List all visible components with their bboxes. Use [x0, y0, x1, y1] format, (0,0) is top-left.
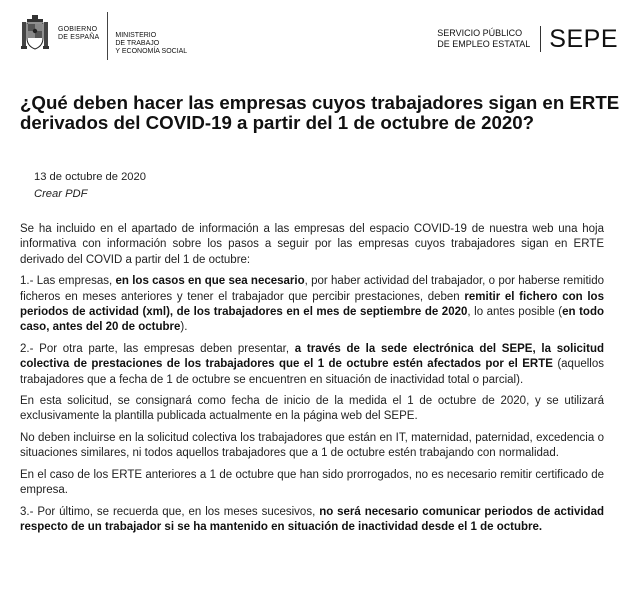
sepe-logo-block	[437, 26, 618, 52]
sepe-divider	[540, 26, 541, 52]
sepe-line-2: DE EMPLEO ESTATAL	[437, 39, 531, 49]
paragraph-exclusions: No deben incluirse en la solicitud colectiva los trabajadores que están en IT, maternidad, paternidad, excedencia o situaciones similares, ni todos aquellos trabajadores que a 1 de octubre estén trabajando con normalidad.	[20, 431, 604, 460]
page-header	[0, 0, 630, 70]
government-logo-block	[20, 14, 187, 60]
ministry-line-2: DE TRABAJO	[115, 40, 160, 47]
paragraph-point-1: 1.- Las empresas, en los casos en que sea necesario, por haber actividad del trabajador, o por haberse remitido ficheros en meses anteriores y tener el trabajador que percibir prestaciones, deben remitir el fichero con los periodos de actividad (xml), de los trabajadores en el mes de septiembre de 2020, lo antes posible (en todo caso, antes del 20 de octubre).	[20, 275, 605, 334]
sepe-logo: SEPE	[549, 25, 618, 53]
article-date: 13 de octubre de 2020	[34, 171, 146, 183]
coat-of-arms-icon	[20, 14, 50, 52]
sepe-full-name	[437, 28, 530, 50]
sepe-line-1: SERVICIO PÚBLICO	[437, 28, 523, 38]
paragraph-intro: Se ha incluido en el apartado de información a las empresas del espacio COVID-19 de nuestra web una hoja informativa con información sobre los pasos a seguir por las empresas cuyos trabajadores sigan en ERTE derivado del COVID a partir del 1 de octubre:	[20, 223, 604, 266]
article-body	[20, 222, 604, 541]
create-pdf-link[interactable]: Crear PDF	[34, 188, 88, 200]
paragraph-point-2: 2.- Por otra parte, las empresas deben presentar, a través de la sede electrónica del SEPE, la solicitud colectiva de prestaciones de los trabajadores que el 1 de octubre estén afectados por el ERTE (aquellos trabajadores que a fecha de 1 de octubre se encuentren en situación de inactividad total o parcial).	[20, 342, 604, 386]
ministry-line-1: MINISTERIO	[115, 32, 157, 39]
paragraph-prorogued: En el caso de los ERTE anteriores a 1 de octubre que han sido prorrogados, no es necesario remitir certificado de empresa.	[20, 468, 604, 497]
header-divider	[107, 12, 108, 60]
government-name	[58, 26, 99, 42]
ministry-line-3: Y ECONOMÍA SOCIAL	[115, 48, 188, 55]
ministry-name	[115, 32, 187, 56]
article-title: ¿Qué deben hacer las empresas cuyos trabajadores sigan en ERTE derivados del COVID-19 a partir del 1 de octubre de 2020?	[20, 92, 620, 133]
gov-line-2: DE ESPAÑA	[58, 34, 100, 41]
paragraph-request-date: En esta solicitud, se consignará como fecha de inicio de la medida el 1 de octubre de 2020, y se utilizará exclusivamente la plantilla publicada actualmente en la página web del SEPE.	[20, 395, 604, 423]
paragraph-point-3: 3.- Por último, se recuerda que, en los meses sucesivos, no será necesario comunicar periodos de actividad respecto de un trabajador si se ha mantenido en situación de inactividad desde el 1 de octubre.	[20, 505, 605, 533]
gov-line-1: GOBIERNO	[58, 26, 98, 33]
